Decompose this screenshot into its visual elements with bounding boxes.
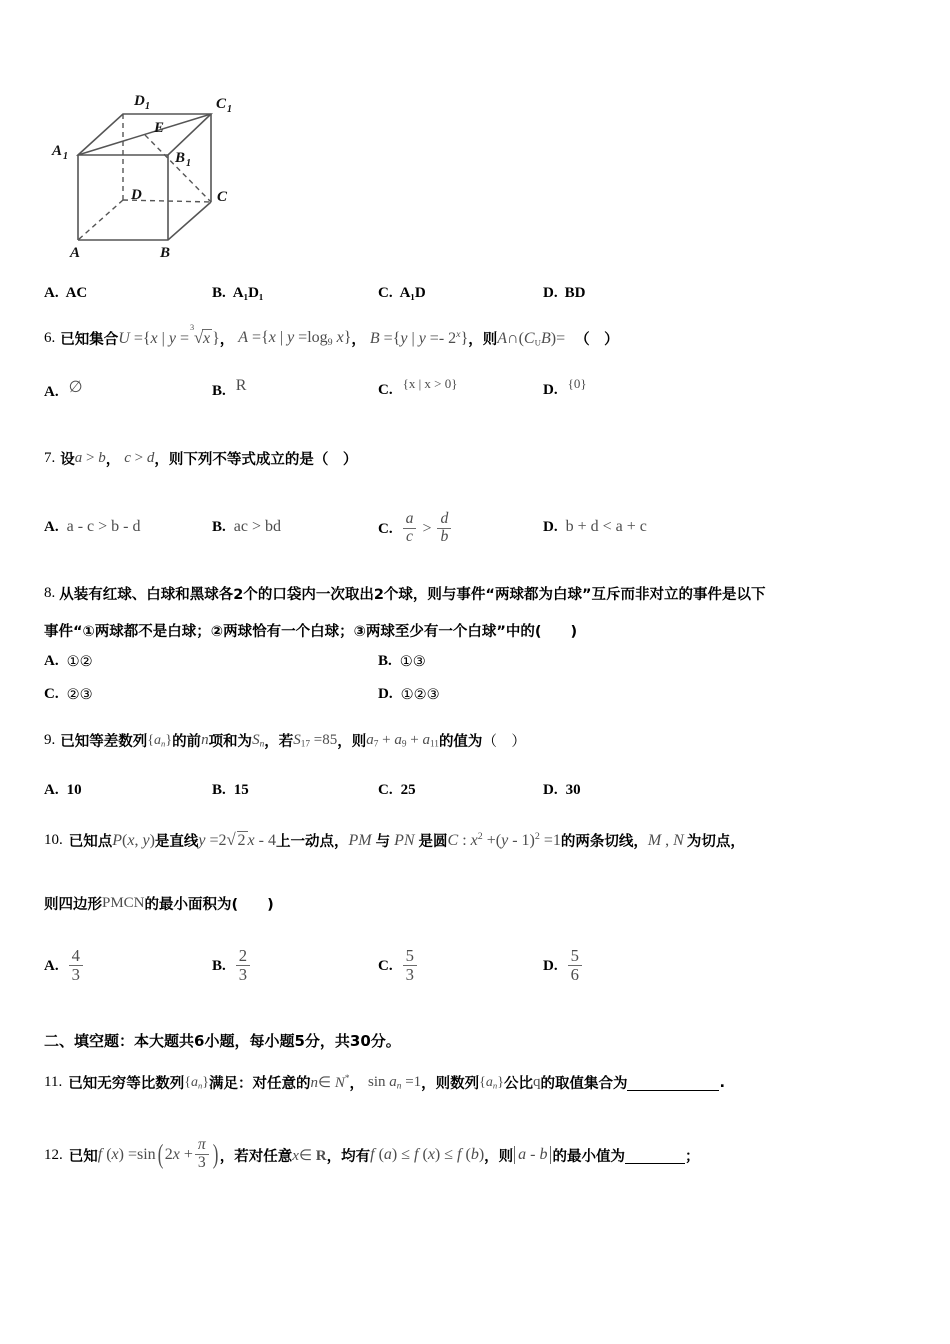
- q11-condition-n: n∈ N*: [310, 1074, 350, 1091]
- q7-comma-2: ，: [154, 452, 169, 468]
- q7-option-c-fraction-2: [437, 511, 451, 545]
- q8-option-c-text: ②③: [66, 686, 93, 703]
- q9-option-a-label: A.: [44, 782, 59, 798]
- q10-stem-text-5: 的两条切线，: [560, 834, 648, 850]
- q6-option-b-label: B.: [212, 382, 226, 399]
- q11-blank-suffix: .: [719, 1074, 725, 1091]
- question-8-line-2: [44, 620, 577, 641]
- q6-option-a-label: A.: [44, 383, 59, 400]
- q7-option-b-label: B.: [212, 518, 226, 535]
- q6-option-c[interactable]: [378, 375, 458, 399]
- q6-set-b: B ={y | y =- 2$^x$}: [369, 328, 469, 348]
- q5-option-c-label: C.: [378, 285, 393, 301]
- q10-option-d-fraction: [566, 948, 584, 984]
- q7-stem-text-2: 则下列不等式成立的是（ ）: [168, 452, 358, 468]
- q8-option-a-label: A.: [44, 653, 59, 669]
- q12-condition-x: x∈ R: [292, 1147, 327, 1164]
- q9-stem-text-3: 项和为: [208, 734, 253, 750]
- q10-option-c-den: 3: [403, 965, 417, 984]
- q7-option-c-label: C.: [378, 520, 393, 537]
- q9-expression: $a_7 + a_9 + a_{11}$: [366, 731, 439, 750]
- q9-option-c-text: 25: [400, 782, 416, 798]
- q9-option-c[interactable]: [378, 782, 416, 799]
- question-6-stem: [44, 323, 619, 349]
- q10-number: 10.: [44, 832, 63, 848]
- q6-set-a: A ={x | $y =\log_9$ x}: [238, 329, 352, 348]
- q9-stem-text-2: 的前: [172, 734, 202, 750]
- q12-number: 12.: [44, 1146, 63, 1163]
- q10-stem-text-1: 已知点: [68, 834, 113, 850]
- q10-option-c-num: 5: [405, 946, 414, 965]
- q7-option-b-text: ac > bd: [233, 518, 281, 535]
- q10-option-c-fraction: [401, 948, 419, 984]
- q8-option-c[interactable]: [44, 686, 93, 703]
- q11-condition-sin: $\sin a_n =1$: [368, 1073, 422, 1092]
- q6-comma-2: ，: [351, 332, 366, 348]
- q6-option-d-label: D.: [543, 382, 558, 398]
- q12-stem-text-4: 的最小值为: [552, 1148, 625, 1165]
- q9-sequence: $\{a_n\}$: [147, 732, 173, 748]
- vertex-label-D1: D: [134, 93, 145, 109]
- q10-stem-text-3: 上一动点，: [275, 834, 349, 850]
- q12-blank-suffix: ；: [684, 1148, 700, 1165]
- q9-answer-paren: （ ）: [482, 734, 526, 750]
- q9-option-b[interactable]: [212, 782, 249, 799]
- vertex-label-C1: C: [216, 96, 227, 112]
- q10-option-a-label: A.: [44, 957, 59, 974]
- q10-line2-text-2: 的最小面积为( ): [144, 897, 274, 913]
- q10-option-d-label: D.: [543, 957, 558, 974]
- q7-condition-1: a > b: [74, 450, 106, 466]
- q5-option-b-label: B.: [212, 285, 226, 301]
- q10-stem-text-2: 是直线: [154, 834, 199, 850]
- q11-stem-text-1: 已知无穷等比数列: [68, 1076, 185, 1092]
- q12-function-definition: f (x) =sin( 2x + $\frac{\pi}{3}$ ): [97, 1136, 219, 1171]
- q6-then: 则: [482, 332, 498, 348]
- question-12-stem: [44, 1138, 699, 1172]
- q10-tangent-points: M , N: [647, 831, 684, 849]
- q9-index-n: n: [201, 732, 209, 748]
- q6-comma-3: ，: [468, 332, 483, 348]
- q6-option-d[interactable]: [543, 375, 587, 399]
- q10-stem-text-4: 是圆: [418, 834, 448, 850]
- q12-answer-blank[interactable]: [625, 1147, 685, 1164]
- q9-option-b-text: 15: [233, 782, 249, 798]
- q5-option-b-text: A₁D₁: [232, 285, 264, 301]
- q7-option-d-label: D.: [543, 518, 558, 535]
- q11-comma-2: ，: [421, 1076, 436, 1092]
- vertex-label-A: A: [70, 245, 81, 257]
- q9-option-a-text: 10: [66, 782, 82, 798]
- q9-comma-2: ，: [337, 734, 352, 750]
- q9-option-d-label: D.: [543, 782, 558, 798]
- q6-option-b-text: R: [235, 377, 247, 394]
- q9-option-c-label: C.: [378, 782, 393, 798]
- q11-ratio-q: q: [532, 1074, 541, 1090]
- q10-segment-pn: PN: [394, 831, 415, 849]
- q9-stem-text-4: 的值为: [438, 734, 483, 750]
- q8-option-a-text: ①②: [66, 653, 93, 670]
- q7-comma-1: ，: [105, 452, 121, 468]
- q11-stem-text-5: 的取值集合为: [540, 1076, 628, 1092]
- q9-condition: $S_{17} =85$: [293, 731, 338, 750]
- q6-comma-1: ，: [219, 332, 235, 348]
- q5-option-a[interactable]: [44, 285, 87, 302]
- q8-option-a[interactable]: [44, 653, 93, 670]
- vertex-label-C: C: [217, 189, 228, 205]
- q5-option-d-label: D.: [543, 285, 558, 301]
- q9-number: 9.: [44, 732, 56, 748]
- q9-ruo: 若: [278, 734, 294, 750]
- q10-option-a-den: 3: [69, 965, 83, 984]
- q10-quadrilateral: PMCN: [102, 895, 145, 911]
- q11-stem-text-2: 满足：对任意的: [209, 1076, 311, 1092]
- q8-option-d-text: ①②③: [400, 686, 440, 703]
- q8-text-line-1: 从装有红球、白球和黑球各2个的口袋内一次取出2个球，则与事件“两球都为白球”互斥而非对立的事件是以下: [59, 587, 766, 603]
- q10-point-p: P(x, y): [112, 831, 155, 849]
- q10-yu: 与: [375, 834, 391, 850]
- question-11-stem: [44, 1072, 725, 1093]
- q11-number: 11.: [44, 1074, 63, 1090]
- q10-option-b-den: 3: [236, 965, 250, 984]
- q6-stem-text: 已知集合: [60, 332, 119, 348]
- q7-option-c-num-1: a: [405, 510, 414, 527]
- q8-text-line-2: 事件“①两球都不是白球；②两球恰有一个白球；③两球至少有一个白球”中的( ): [44, 624, 578, 640]
- cube-diagram: [48, 82, 278, 262]
- q12-stem-text-1: 已知: [68, 1148, 98, 1165]
- q11-sequence-2: $\{a_n\}$: [479, 1074, 504, 1090]
- q12-comma-1: ，: [219, 1148, 235, 1165]
- q7-option-c-fraction-1: [403, 511, 417, 545]
- q7-option-c-relation: >: [422, 519, 432, 537]
- cube-diagram-svg: [48, 82, 278, 257]
- question-9-stem: [44, 730, 526, 751]
- q6-expression: $A\cap(C_UB)=$: [497, 329, 566, 347]
- section-2-heading: [44, 1030, 401, 1051]
- question-8-line-1: [44, 583, 765, 604]
- q8-option-d[interactable]: [378, 686, 440, 703]
- q10-option-c[interactable]: [378, 948, 419, 984]
- q10-option-a-fraction: [67, 948, 85, 984]
- q9-then: 则: [351, 734, 367, 750]
- vertex-label-A1-sub: 1: [63, 151, 68, 162]
- q10-option-d[interactable]: [543, 948, 584, 984]
- q7-number: 7.: [44, 450, 56, 466]
- q7-option-a-label: A.: [44, 518, 59, 535]
- q8-option-b-text: ①③: [399, 653, 426, 670]
- q7-option-d-text: b + d < a + c: [565, 518, 647, 535]
- q9-stem-text-1: 已知等差数列: [60, 734, 148, 750]
- section-2-heading-text: 二、填空题：本大题共6小题，每小题5分，共30分。: [44, 1032, 401, 1050]
- vertex-label-D: D: [131, 187, 142, 203]
- q6-answer-paren: （ ）: [575, 332, 619, 348]
- q10-stem-text-6: 为切点，: [686, 834, 745, 850]
- q8-option-b[interactable]: [378, 653, 426, 670]
- q7-option-b[interactable]: [212, 518, 281, 536]
- vertex-label-E: E: [154, 120, 165, 136]
- question-7-stem: [44, 448, 357, 469]
- q12-inequality: f (a) ≤ f (x) ≤ f (b): [370, 1146, 485, 1164]
- q10-option-c-label: C.: [378, 957, 393, 974]
- q10-option-b-label: B.: [212, 957, 226, 974]
- q6-option-c-text: {x | x > 0}: [402, 375, 458, 391]
- q8-option-d-label: D.: [378, 686, 393, 702]
- q6-option-b[interactable]: [212, 377, 247, 400]
- q10-option-a-num: 4: [71, 946, 80, 965]
- q5-option-b[interactable]: [212, 285, 263, 302]
- q10-option-a[interactable]: [44, 948, 85, 984]
- q10-circle-equation: C : $x^2 +(y - 1)^2 =1$: [447, 830, 561, 850]
- q7-stem-text-1: 设: [60, 452, 75, 468]
- q6-option-d-text: {0}: [567, 375, 587, 391]
- vertex-label-B1-sub: 1: [186, 158, 191, 169]
- q10-option-b[interactable]: [212, 948, 252, 984]
- q6-option-c-label: C.: [378, 382, 393, 398]
- q5-option-c-text: A₁D: [399, 285, 426, 301]
- q7-option-c-den-1: c: [403, 528, 417, 546]
- q5-option-a-text: AC: [65, 285, 88, 301]
- q8-option-b-label: B.: [378, 653, 392, 669]
- q9-option-b-label: B.: [212, 782, 226, 798]
- q7-option-d[interactable]: [543, 518, 647, 536]
- q12-comma-2: ，: [326, 1148, 342, 1165]
- vertex-label-C1-sub: 1: [227, 104, 232, 115]
- q8-number: 8.: [44, 585, 56, 601]
- q9-comma-1: ，: [264, 734, 279, 750]
- q10-line2-text-1: 则四边形: [44, 897, 102, 913]
- q6-option-a[interactable]: [44, 379, 83, 402]
- q5-option-c[interactable]: [378, 285, 426, 302]
- q5-option-a-label: A.: [44, 285, 59, 301]
- q12-comma-3: ，: [484, 1148, 499, 1165]
- q11-answer-blank[interactable]: [627, 1074, 719, 1091]
- vertex-label-B: B: [160, 245, 171, 257]
- q10-option-d-den: 6: [568, 965, 582, 984]
- q11-stem-text-3: 则数列: [435, 1076, 480, 1092]
- q10-option-b-fraction: [234, 948, 252, 984]
- q9-option-a[interactable]: [44, 782, 82, 799]
- q11-comma-1: ，: [349, 1076, 365, 1092]
- q7-option-c-den-2: b: [437, 528, 451, 546]
- q11-stem-text-4: 公比: [503, 1076, 533, 1092]
- q11-sequence-1: $\{a_n\}$: [184, 1074, 210, 1090]
- q6-set-u: U ={x | y = √ 3 x }: [118, 329, 220, 348]
- q9-option-d[interactable]: [543, 782, 581, 799]
- vertex-label-B1: B: [175, 150, 186, 166]
- q7-option-c-expression: [401, 512, 454, 546]
- q10-option-d-num: 5: [570, 946, 579, 965]
- question-10-line-2: [44, 893, 274, 914]
- q7-option-a-text: a - c > b - d: [66, 518, 141, 535]
- vertex-label-A1: A: [52, 143, 63, 159]
- q12-stem-text-2: 若对任意: [234, 1148, 293, 1165]
- q9-sum-sn: $S_n$: [252, 731, 265, 750]
- q8-option-c-label: C.: [44, 686, 59, 702]
- q12-then: 则: [498, 1148, 514, 1165]
- question-10-line-1: [44, 830, 745, 851]
- vertex-label-D1-sub: 1: [145, 101, 150, 112]
- q5-option-d-text: BD: [564, 285, 586, 301]
- q7-option-a[interactable]: [44, 518, 140, 536]
- q6-option-a-text: ∅: [68, 379, 83, 396]
- q12-stem-text-3: 均有: [341, 1148, 371, 1165]
- q7-option-c[interactable]: [378, 512, 453, 546]
- q10-segment-pm: PM: [348, 831, 372, 849]
- q12-absolute-expression: a - b: [513, 1146, 552, 1164]
- q9-option-d-text: 30: [565, 782, 581, 798]
- q7-condition-2: c > d: [124, 450, 155, 466]
- q10-line-equation: y =2 √ 2 x - 4: [198, 831, 276, 850]
- q10-option-b-num: 2: [238, 946, 248, 965]
- q7-option-c-num-2: d: [440, 510, 449, 527]
- q5-option-d[interactable]: [543, 285, 585, 302]
- q6-number: 6.: [44, 330, 56, 346]
